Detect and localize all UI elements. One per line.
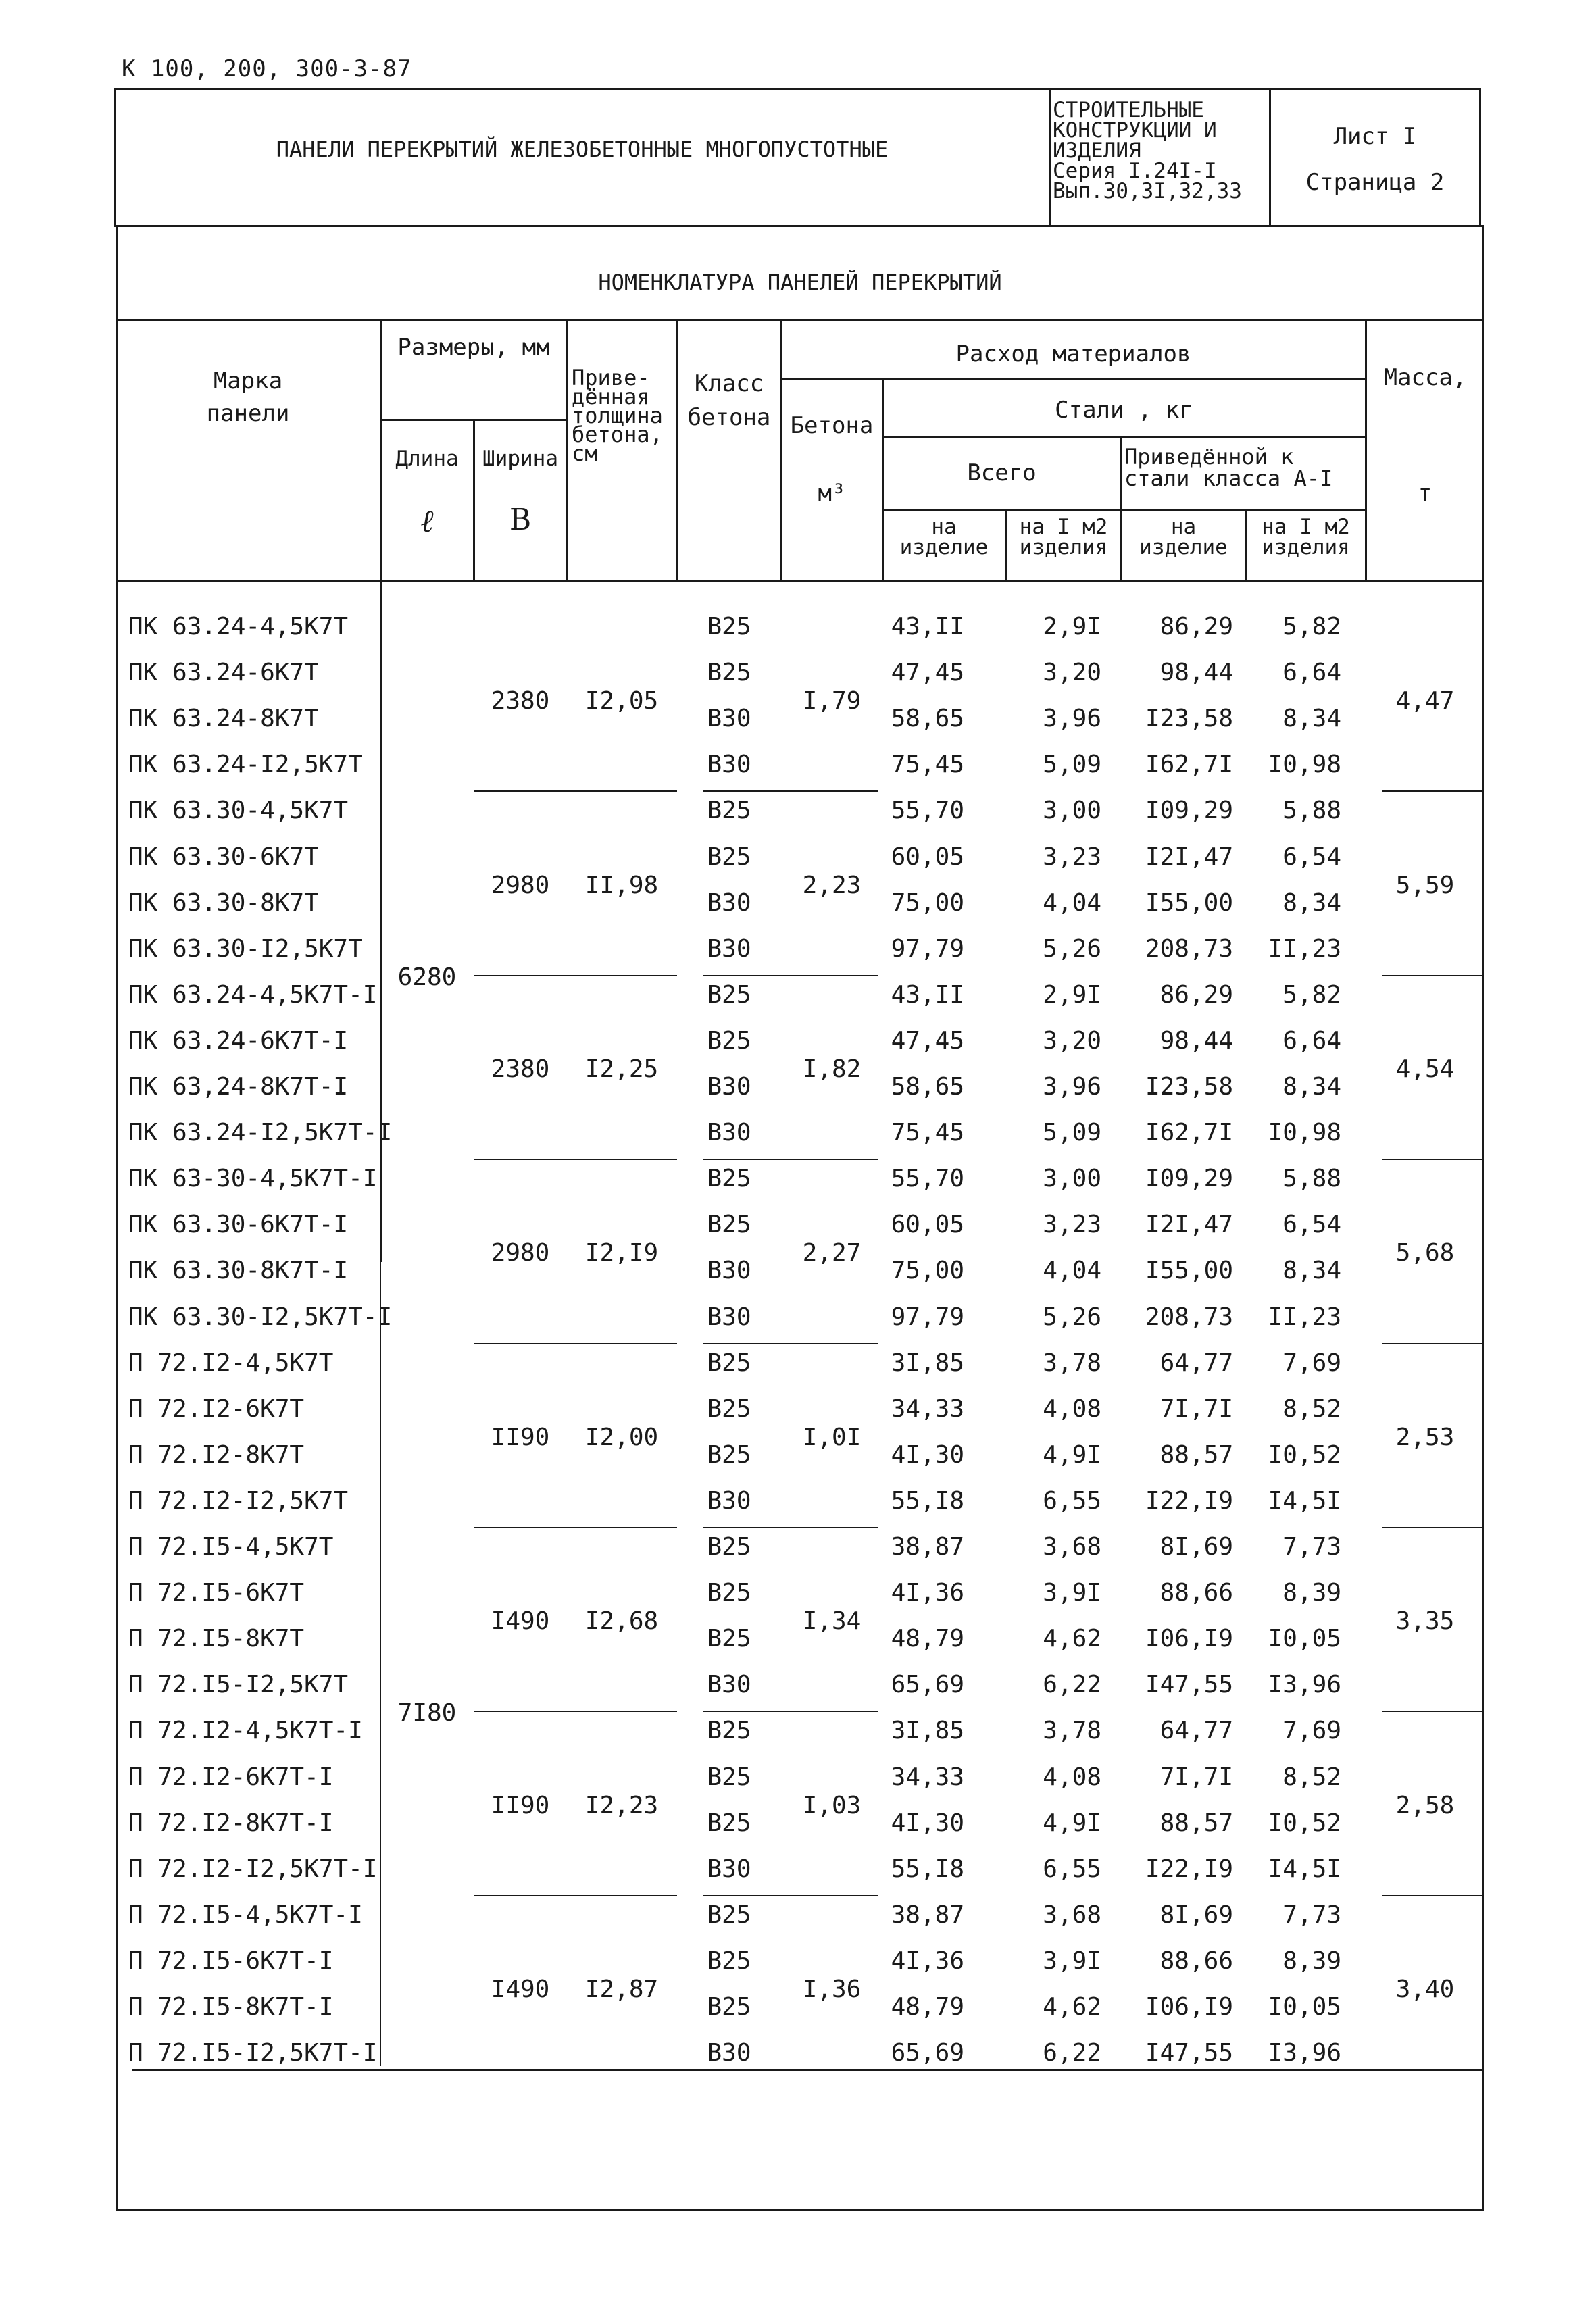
steel-total-per-item: 75,00	[891, 888, 964, 917]
steel-reduced-per-item: I23,58	[1145, 1073, 1233, 1101]
steel-total-per-item: 65,69	[891, 2039, 964, 2067]
steel-total-per-item: 55,I8	[891, 1486, 964, 1515]
steel-reduced-per-m2: 6,54	[1282, 1211, 1341, 1239]
steel-total-per-item: 38,87	[891, 1901, 964, 1929]
reduced-thickness: I2,25	[584, 1055, 659, 1083]
concrete-class: В30	[707, 705, 751, 733]
group-separator	[703, 1343, 878, 1344]
panel-mark: П 72.I5-I2,5К7Т-I	[128, 2039, 378, 2067]
panel-mark: П 72.I2-6К7Т-I	[128, 1763, 334, 1791]
steel-total-per-m2: 3,96	[1043, 1073, 1101, 1101]
group-separator	[1382, 1527, 1483, 1528]
concrete-class: В30	[707, 1855, 751, 1883]
steel-reduced-per-m2: 7,69	[1282, 1349, 1341, 1377]
steel-total-per-m2: 6,55	[1043, 1855, 1101, 1883]
steel-reduced-per-m2: 6,64	[1282, 659, 1341, 687]
group-separator	[1382, 790, 1483, 792]
steel-reduced-per-item: 86,29	[1159, 980, 1233, 1009]
steel-reduced-per-m2: 5,82	[1282, 613, 1341, 640]
panel-mass: 3,40	[1395, 1976, 1455, 2003]
panel-mark: ПК 63.24-I2,5К7Т	[128, 751, 363, 779]
steel-reduced-per-item: I2I,47	[1145, 1211, 1233, 1239]
panel-width: II90	[491, 1423, 550, 1451]
group-separator	[703, 1159, 878, 1160]
concrete-class: В25	[707, 1026, 751, 1055]
header-steel-total: Всего	[967, 459, 1037, 486]
steel-total-per-item: 34,33	[891, 1763, 964, 1791]
steel-reduced-per-item: 8I,69	[1159, 1533, 1233, 1561]
panel-mark: П 72.I2-I2,5К7Т-I	[128, 1855, 378, 1883]
steel-reduced-per-item: I22,I9	[1145, 1486, 1233, 1515]
steel-total-per-m2: 4,04	[1043, 888, 1101, 917]
steel-reduced-per-m2: I0,52	[1268, 1440, 1341, 1469]
sheet-number: Лист I	[1333, 123, 1417, 150]
group-separator	[703, 790, 878, 792]
group-separator	[703, 975, 878, 976]
steel-reduced-per-item: I06,I9	[1145, 1625, 1233, 1653]
panel-mark: ПК 63.30-I2,5К7Т	[128, 934, 363, 963]
steel-total-per-item: 43,II	[891, 980, 964, 1009]
steel-total-per-m2: 4,9I	[1043, 1809, 1101, 1837]
steel-total-per-m2: 3,00	[1043, 797, 1101, 825]
steel-reduced-per-item: 208,73	[1145, 1303, 1233, 1331]
header-thickness: Приве- дённая толщина бетона, см	[572, 365, 663, 466]
steel-total-per-item: 38,87	[891, 1533, 964, 1561]
panel-width: 2980	[491, 1239, 550, 1267]
panel-mark: П 72.I2-4,5К7Т	[128, 1349, 334, 1377]
panel-mass: 4,54	[1395, 1055, 1455, 1083]
concrete-volume: I,03	[802, 1791, 862, 1819]
steel-total-per-m2: 4,08	[1043, 1763, 1101, 1791]
steel-total-per-m2: 4,9I	[1043, 1440, 1101, 1469]
concrete-class: В30	[707, 1486, 751, 1515]
steel-reduced-per-m2: 8,34	[1282, 888, 1341, 917]
concrete-class: В25	[707, 797, 751, 825]
panel-mark: ПК 63.24-4,5К7Т	[128, 613, 349, 640]
document-code: К 100, 200, 300-3-87	[122, 55, 412, 82]
panel-mass: 4,47	[1395, 687, 1455, 715]
concrete-class: В25	[707, 980, 751, 1009]
steel-reduced-per-m2: 8,34	[1282, 1073, 1341, 1101]
steel-total-per-item: 43,II	[891, 613, 964, 640]
stamp-line: ИЗДЕЛИЯ	[1053, 139, 1141, 163]
group-separator	[1382, 1343, 1483, 1344]
steel-reduced-per-m2: I0,52	[1268, 1809, 1341, 1837]
reduced-thickness: I2,87	[584, 1976, 659, 2003]
panel-mass: 2,58	[1395, 1791, 1455, 1819]
steel-total-per-m2: 3,68	[1043, 1533, 1101, 1561]
steel-total-per-item: 97,79	[891, 934, 964, 963]
header-concrete-unit: м³	[818, 480, 846, 507]
steel-reduced-per-item: 88,66	[1159, 1946, 1233, 1975]
panel-mark: ПК 63.24-4,5К7Т-I	[128, 980, 378, 1009]
steel-reduced-per-m2: 8,34	[1282, 1257, 1341, 1285]
reduced-thickness: I2,68	[584, 1607, 659, 1636]
steel-total-per-item: 4I,36	[891, 1946, 964, 1975]
header-concrete-class: Класс бетона	[687, 370, 771, 431]
steel-total-per-m2: 4,04	[1043, 1257, 1101, 1285]
steel-total-per-item: 60,05	[891, 842, 964, 871]
panel-width: 2380	[491, 1055, 550, 1083]
header-steel-reduced: Приведённой к стали класса А-I	[1124, 444, 1333, 491]
steel-reduced-per-m2: 8,39	[1282, 1579, 1341, 1607]
panel-mark: П 72.I2-I2,5К7Т	[128, 1486, 349, 1515]
panel-mark: ПК 63.24-6К7Т-I	[128, 1026, 349, 1055]
concrete-class: В25	[707, 842, 751, 871]
group-separator	[703, 1527, 878, 1528]
header-concrete: Бетона	[790, 412, 874, 439]
steel-reduced-per-m2: 8,52	[1282, 1763, 1341, 1791]
header-per-item-reduced: на изделие	[1139, 515, 1228, 559]
panel-mass: 5,59	[1395, 871, 1455, 899]
group-separator	[474, 1159, 677, 1160]
panel-mark: П 72.I2-6К7Т	[128, 1394, 305, 1423]
panel-mass: 5,68	[1395, 1239, 1455, 1267]
steel-reduced-per-m2: I3,96	[1268, 2039, 1341, 2067]
panel-mark: ПК 63.24-6К7Т	[128, 659, 319, 687]
panel-mark: ПК 63.30-6К7Т-I	[128, 1211, 349, 1239]
concrete-volume: I,34	[802, 1607, 862, 1636]
header-per-m2: на I м2 изделия	[1019, 515, 1108, 559]
steel-total-per-m2: 3,23	[1043, 842, 1101, 871]
steel-total-per-item: 47,45	[891, 1026, 964, 1055]
steel-reduced-per-m2: 8,34	[1282, 705, 1341, 733]
concrete-volume: I,0I	[802, 1423, 862, 1451]
group-separator	[474, 1527, 677, 1528]
panel-mark: П 72.I5-6К7Т-I	[128, 1946, 334, 1975]
document-title: ПАНЕЛИ ПЕРЕКРЫТИЙ ЖЕЛЕЗОБЕТОННЫЕ МНОГОПУСТОТНЫЕ	[276, 136, 889, 162]
steel-total-per-m2: 6,22	[1043, 2039, 1101, 2067]
panel-mark: ПК 63-30-4,5К7Т-I	[128, 1165, 378, 1193]
panel-mark: П 72.I2-8К7Т	[128, 1440, 305, 1469]
panel-mark: ПК 63.30-8К7Т-I	[128, 1257, 349, 1285]
steel-total-per-item: 75,45	[891, 1119, 964, 1147]
panel-mark: П 72.I5-8К7Т-I	[128, 1993, 334, 2021]
reduced-thickness: I2,23	[584, 1791, 659, 1819]
steel-reduced-per-item: I2I,47	[1145, 842, 1233, 871]
concrete-class: В25	[707, 613, 751, 640]
steel-reduced-per-m2: I3,96	[1268, 1671, 1341, 1699]
steel-total-per-item: 48,79	[891, 1625, 964, 1653]
steel-reduced-per-item: I62,7I	[1145, 1119, 1233, 1147]
steel-reduced-per-item: 64,77	[1159, 1349, 1233, 1377]
steel-reduced-per-item: I62,7I	[1145, 751, 1233, 779]
group-separator	[474, 975, 677, 976]
panel-length: 7I80	[397, 1699, 457, 1728]
header-bottom-rule	[116, 580, 1484, 582]
steel-total-per-item: 65,69	[891, 1671, 964, 1699]
panel-mark: П 72.I5-6К7Т	[128, 1579, 305, 1607]
steel-reduced-per-item: I47,55	[1145, 1671, 1233, 1699]
steel-reduced-per-item: 86,29	[1159, 613, 1233, 640]
header-mark: Марка панели	[206, 368, 290, 427]
steel-reduced-per-item: 88,66	[1159, 1579, 1233, 1607]
steel-total-per-item: 47,45	[891, 659, 964, 687]
steel-total-per-item: 75,45	[891, 751, 964, 779]
panel-mark: ПК 63.30-6К7Т	[128, 842, 319, 871]
steel-reduced-per-item: I22,I9	[1145, 1855, 1233, 1883]
concrete-class: В30	[707, 2039, 751, 2067]
steel-total-per-m2: 5,09	[1043, 1119, 1101, 1147]
steel-reduced-per-item: I47,55	[1145, 2039, 1233, 2067]
group-separator	[1382, 1895, 1483, 1896]
panel-mark: П 72.I5-4,5К7Т-I	[128, 1901, 363, 1929]
group-separator	[474, 1895, 677, 1896]
steel-reduced-per-m2: 7,69	[1282, 1717, 1341, 1745]
steel-total-per-m2: 3,20	[1043, 1026, 1101, 1055]
concrete-class: В30	[707, 888, 751, 917]
reduced-thickness: I2,05	[584, 687, 659, 715]
steel-reduced-per-item: 7I,7I	[1159, 1763, 1233, 1791]
steel-total-per-m2: 3,68	[1043, 1901, 1101, 1929]
header-length-symbol: ℓ	[420, 503, 434, 539]
steel-total-per-m2: 3,23	[1043, 1211, 1101, 1239]
panel-width: II90	[491, 1791, 550, 1819]
concrete-class: В25	[707, 1165, 751, 1193]
steel-reduced-per-m2: 6,64	[1282, 1026, 1341, 1055]
steel-total-per-m2: 3,00	[1043, 1165, 1101, 1193]
concrete-class: В25	[707, 1993, 751, 2021]
concrete-class: В25	[707, 1717, 751, 1745]
header-steel: Стали , кг	[1055, 397, 1193, 424]
header-materials: Расход материалов	[955, 341, 1191, 368]
steel-total-per-item: 55,70	[891, 1165, 964, 1193]
steel-total-per-m2: 3,96	[1043, 705, 1101, 733]
concrete-class: В30	[707, 1671, 751, 1699]
concrete-class: В30	[707, 1257, 751, 1285]
steel-reduced-per-m2: 5,82	[1282, 980, 1341, 1009]
header-sizes: Размеры, мм	[397, 334, 550, 361]
panel-mark: ПК 63.24-8К7Т	[128, 705, 319, 733]
steel-total-per-item: 4I,30	[891, 1809, 964, 1837]
panel-mark: П 72.I5-8К7Т	[128, 1625, 305, 1653]
panel-mark: ПК 63.30-8К7Т	[128, 888, 319, 917]
steel-total-per-m2: 5,09	[1043, 751, 1101, 779]
panel-width: 2380	[491, 687, 550, 715]
stamp-line: СТРОИТЕЛЬНЫЕ	[1053, 98, 1204, 122]
steel-reduced-per-item: 7I,7I	[1159, 1394, 1233, 1423]
steel-total-per-item: 58,65	[891, 705, 964, 733]
series-stamp	[1053, 100, 1269, 201]
concrete-class: В30	[707, 1073, 751, 1101]
concrete-class: В25	[707, 1579, 751, 1607]
steel-total-per-item: 58,65	[891, 1073, 964, 1101]
header-length: Длина	[395, 447, 459, 471]
steel-reduced-per-item: 88,57	[1159, 1809, 1233, 1837]
steel-total-per-item: 97,79	[891, 1303, 964, 1331]
steel-reduced-per-item: 208,73	[1145, 934, 1233, 963]
steel-reduced-per-m2: 8,52	[1282, 1394, 1341, 1423]
panel-mark: П 72.I5-4,5К7Т	[128, 1533, 334, 1561]
steel-total-per-item: 55,I8	[891, 1855, 964, 1883]
group-separator	[1382, 1711, 1483, 1712]
reduced-thickness: I2,I9	[584, 1239, 659, 1267]
panel-width: I490	[491, 1607, 550, 1636]
steel-reduced-per-item: 8I,69	[1159, 1901, 1233, 1929]
group-separator	[703, 1711, 878, 1712]
panel-mark: П 72.I2-8К7Т-I	[128, 1809, 334, 1837]
group-separator	[1382, 975, 1483, 976]
concrete-class: В25	[707, 1901, 751, 1929]
steel-reduced-per-m2: I0,05	[1268, 1993, 1341, 2021]
concrete-class: В25	[707, 1349, 751, 1377]
steel-reduced-per-item: I23,58	[1145, 705, 1233, 733]
concrete-class: В25	[707, 1440, 751, 1469]
reduced-thickness: I2,00	[584, 1423, 659, 1451]
concrete-volume: 2,23	[802, 871, 862, 899]
concrete-class: В30	[707, 934, 751, 963]
panel-mark: ПК 63.24-I2,5К7Т-I	[128, 1119, 393, 1147]
steel-total-per-item: 4I,36	[891, 1579, 964, 1607]
concrete-class: В25	[707, 1394, 751, 1423]
concrete-volume: I,36	[802, 1976, 862, 2003]
steel-reduced-per-m2: I0,98	[1268, 1119, 1341, 1147]
steel-total-per-item: 48,79	[891, 1993, 964, 2021]
concrete-volume: I,79	[802, 687, 862, 715]
steel-reduced-per-m2: 8,39	[1282, 1946, 1341, 1975]
steel-total-per-item: 4I,30	[891, 1440, 964, 1469]
steel-reduced-per-m2: I4,5I	[1268, 1855, 1341, 1883]
steel-total-per-item: 60,05	[891, 1211, 964, 1239]
group-separator	[474, 1343, 677, 1344]
steel-reduced-per-m2: II,23	[1268, 934, 1341, 963]
concrete-class: В25	[707, 1763, 751, 1791]
steel-total-per-m2: 6,55	[1043, 1486, 1101, 1515]
steel-reduced-per-m2: 5,88	[1282, 1165, 1341, 1193]
header-width-symbol: B	[509, 503, 532, 537]
steel-total-per-m2: 3,20	[1043, 659, 1101, 687]
steel-total-per-item: 3I,85	[891, 1349, 964, 1377]
concrete-class: В30	[707, 1303, 751, 1331]
concrete-volume: 2,27	[802, 1239, 862, 1267]
reduced-thickness: II,98	[584, 871, 659, 899]
steel-reduced-per-m2: I0,98	[1268, 751, 1341, 779]
panel-mass: 2,53	[1395, 1423, 1455, 1451]
steel-total-per-m2: 5,26	[1043, 934, 1101, 963]
concrete-class: В25	[707, 1211, 751, 1239]
steel-total-per-item: 75,00	[891, 1257, 964, 1285]
header-mass: Масса,	[1383, 364, 1467, 391]
panel-mark: ПК 63.30-I2,5К7Т-I	[128, 1303, 393, 1331]
steel-total-per-m2: 3,78	[1043, 1717, 1101, 1745]
panel-mark: П 72.I2-4,5К7Т-I	[128, 1717, 363, 1745]
steel-reduced-per-m2: 6,54	[1282, 842, 1341, 871]
steel-total-per-m2: 3,78	[1043, 1349, 1101, 1377]
stamp-line: КОНСТРУКЦИИ И	[1053, 118, 1217, 143]
steel-total-per-item: 34,33	[891, 1394, 964, 1423]
page-number: Страница 2	[1305, 169, 1445, 196]
header-mass-unit: т	[1418, 480, 1432, 507]
group-separator	[474, 1711, 677, 1712]
group-separator	[1382, 1159, 1483, 1160]
steel-reduced-per-item: I09,29	[1145, 797, 1233, 825]
steel-total-per-m2: 3,9I	[1043, 1946, 1101, 1975]
steel-total-per-m2: 4,62	[1043, 1993, 1101, 2021]
panel-length: 6280	[397, 963, 457, 991]
steel-total-per-m2: 2,9I	[1043, 613, 1101, 640]
concrete-class: В25	[707, 659, 751, 687]
header-per-item: на изделие	[899, 515, 989, 559]
steel-total-per-m2: 3,9I	[1043, 1579, 1101, 1607]
concrete-class: В25	[707, 1809, 751, 1837]
steel-total-per-m2: 4,08	[1043, 1394, 1101, 1423]
steel-reduced-per-item: I06,I9	[1145, 1993, 1233, 2021]
steel-reduced-per-m2: I0,05	[1268, 1625, 1341, 1653]
table-bottom-rule	[132, 2069, 1484, 2071]
panel-width: 2980	[491, 871, 550, 899]
concrete-volume: I,82	[802, 1055, 862, 1083]
steel-total-per-m2: 6,22	[1043, 1671, 1101, 1699]
panel-mark: ПК 63.30-4,5К7Т	[128, 797, 349, 825]
panel-mass: 3,35	[1395, 1607, 1455, 1636]
stamp-line: Серия I.24I-I	[1053, 159, 1217, 183]
steel-reduced-per-item: I55,00	[1145, 1257, 1233, 1285]
steel-reduced-per-m2: 7,73	[1282, 1533, 1341, 1561]
steel-total-per-m2: 2,9I	[1043, 980, 1101, 1009]
concrete-class: В25	[707, 1946, 751, 1975]
panel-mark: П 72.I5-I2,5К7Т	[128, 1671, 349, 1699]
steel-total-per-item: 55,70	[891, 797, 964, 825]
steel-total-per-m2: 4,62	[1043, 1625, 1101, 1653]
steel-reduced-per-m2: 7,73	[1282, 1901, 1341, 1929]
steel-reduced-per-item: 88,57	[1159, 1440, 1233, 1469]
section-title: НОМЕНКЛАТУРА ПАНЕЛЕЙ ПЕРЕКРЫТИЙ	[598, 270, 1002, 295]
panel-width: I490	[491, 1976, 550, 2003]
concrete-class: В30	[707, 751, 751, 779]
steel-reduced-per-item: 64,77	[1159, 1717, 1233, 1745]
steel-reduced-per-item: 98,44	[1159, 1026, 1233, 1055]
header-width: Ширина	[482, 447, 558, 471]
group-separator	[474, 790, 677, 792]
steel-total-per-item: 3I,85	[891, 1717, 964, 1745]
stamp-line: Вып.30,3I,32,33	[1053, 179, 1242, 203]
steel-reduced-per-m2: 5,88	[1282, 797, 1341, 825]
steel-reduced-per-item: I09,29	[1145, 1165, 1233, 1193]
panel-mark: ПК 63,24-8К7Т-I	[128, 1073, 349, 1101]
steel-reduced-per-m2: II,23	[1268, 1303, 1341, 1331]
header-per-m2-reduced: на I м2 изделия	[1262, 515, 1350, 559]
steel-reduced-per-item: I55,00	[1145, 888, 1233, 917]
concrete-class: В30	[707, 1119, 751, 1147]
steel-total-per-m2: 5,26	[1043, 1303, 1101, 1331]
steel-reduced-per-item: 98,44	[1159, 659, 1233, 687]
group-separator	[703, 1895, 878, 1896]
concrete-class: В25	[707, 1625, 751, 1653]
steel-reduced-per-m2: I4,5I	[1268, 1486, 1341, 1515]
concrete-class: В25	[707, 1533, 751, 1561]
